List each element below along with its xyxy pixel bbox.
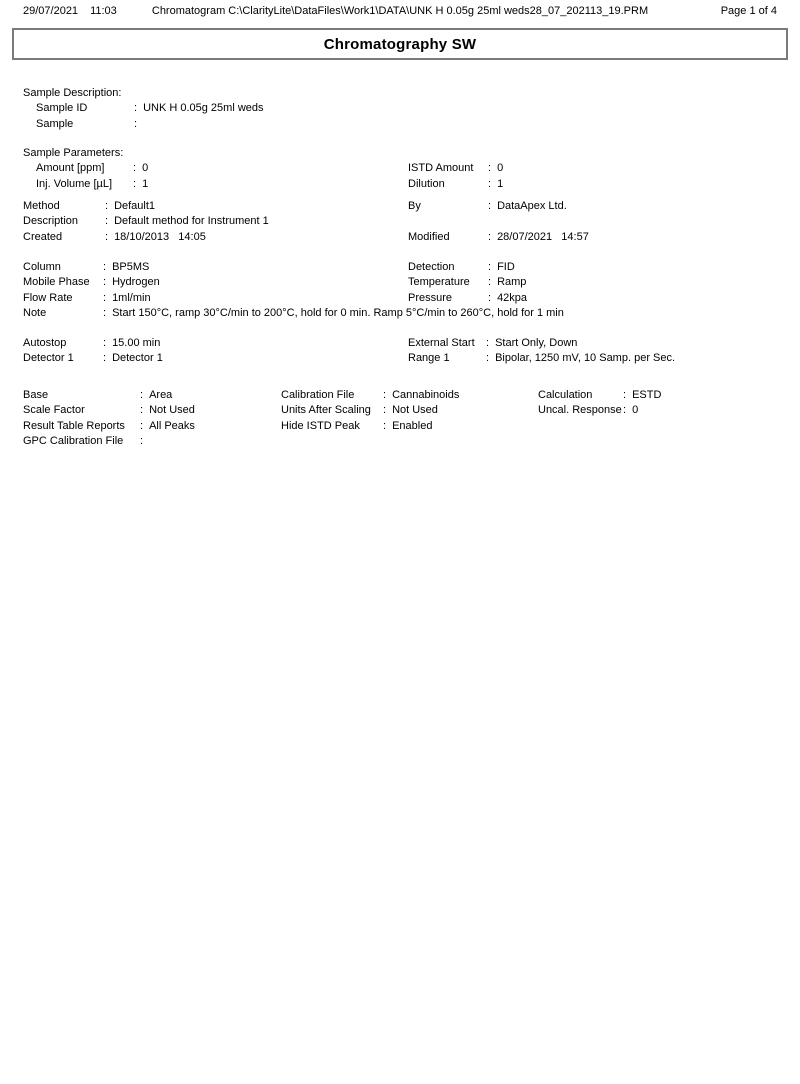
param-value: ESTD <box>632 389 662 401</box>
param-value: DataApex Ltd. <box>497 200 567 212</box>
param-value: BP5MS <box>112 261 150 273</box>
colon-separator: : <box>383 419 387 432</box>
colon-separator: : <box>103 307 107 320</box>
param-label: Column <box>23 261 61 273</box>
colon-separator: : <box>488 177 492 190</box>
param-row <box>23 214 269 229</box>
colon-separator: : <box>103 276 107 289</box>
header-page-number: Page 1 of 4 <box>720 5 777 17</box>
param-label: Result Table Reports <box>23 419 125 432</box>
colon-separator: : <box>105 200 109 212</box>
param-value: Not Used <box>392 404 438 417</box>
header-time: 11:03 <box>90 5 117 17</box>
param-row <box>23 230 269 245</box>
param-row <box>23 199 269 214</box>
colon-separator: : <box>488 261 492 273</box>
param-row <box>408 177 503 192</box>
param-row <box>23 434 195 449</box>
param-value: Default method for Instrument 1 <box>114 215 269 228</box>
param-row <box>36 177 148 192</box>
colon-separator: : <box>488 230 492 243</box>
param-value: 28/07/2021 14:57 <box>497 230 589 243</box>
param-value: 18/10/2013 14:05 <box>114 230 206 243</box>
column-right <box>408 260 527 306</box>
param-label: Detector 1 <box>23 352 74 365</box>
colon-separator: : <box>486 352 490 365</box>
param-label: Flow Rate <box>23 291 73 304</box>
param-row <box>23 336 163 351</box>
section-heading: Sample Parameters: <box>23 147 124 159</box>
param-row <box>281 419 459 434</box>
param-row <box>23 388 195 403</box>
evaluation-col1 <box>23 388 195 450</box>
param-label: Inj. Volume [µL] <box>36 177 113 190</box>
param-label: Detection <box>408 261 455 273</box>
param-value: 1 <box>142 177 149 190</box>
param-row <box>408 260 527 275</box>
colon-separator: : <box>140 389 144 401</box>
param-row <box>408 291 527 306</box>
param-value: UNK H 0.05g 25ml weds <box>143 102 264 115</box>
acquisition-right <box>408 336 675 367</box>
param-label: Dilution <box>408 177 445 190</box>
param-label: By <box>408 200 421 212</box>
sample-parameters-left <box>36 161 148 192</box>
header-datetime <box>23 5 117 17</box>
param-row <box>408 230 589 245</box>
param-label: Pressure <box>408 291 453 304</box>
param-label: Base <box>23 389 49 401</box>
section-sample-description <box>0 86 800 133</box>
colon-separator: : <box>623 404 627 417</box>
param-label: Range 1 <box>408 352 450 365</box>
colon-separator: : <box>103 261 107 273</box>
section-heading: Sample Description: <box>23 87 122 99</box>
param-value: 15.00 min <box>112 337 161 349</box>
param-value: Hydrogen <box>112 276 160 289</box>
param-row <box>408 351 675 366</box>
colon-separator: : <box>134 117 138 130</box>
param-value: FID <box>497 261 515 273</box>
param-value: Start Only, Down <box>495 337 578 349</box>
param-value: 0 <box>632 404 639 417</box>
param-row <box>408 275 527 290</box>
section-method <box>0 199 800 246</box>
method-right <box>408 199 589 245</box>
colon-separator: : <box>383 389 387 401</box>
param-row <box>23 403 195 418</box>
param-value: 0 <box>142 162 149 175</box>
param-value: Default1 <box>114 200 156 212</box>
colon-separator: : <box>488 276 492 289</box>
param-label: Amount [ppm] <box>36 162 105 175</box>
param-value: All Peaks <box>149 419 195 432</box>
colon-separator: : <box>486 337 490 349</box>
running-header <box>0 5 800 19</box>
param-value <box>143 434 149 449</box>
sample-description-rows <box>36 101 264 132</box>
param-label: Autostop <box>23 337 67 349</box>
colon-separator: : <box>488 162 492 175</box>
acquisition-left <box>23 336 163 367</box>
colon-separator: : <box>105 230 109 243</box>
sample-parameters-right <box>408 161 503 192</box>
param-row <box>408 199 589 214</box>
evaluation-col3 <box>538 388 661 419</box>
param-value: Enabled <box>392 419 433 432</box>
param-row <box>36 101 264 116</box>
param-row <box>408 161 503 176</box>
section-acquisition <box>0 336 800 368</box>
param-label: Sample <box>36 117 74 130</box>
param-label: Hide ISTD Peak <box>281 419 360 432</box>
param-value: 1 <box>497 177 504 190</box>
param-row <box>36 117 264 132</box>
colon-separator: : <box>488 200 492 212</box>
param-row <box>36 161 148 176</box>
param-label: Calibration File <box>281 389 355 401</box>
colon-separator: : <box>133 177 137 190</box>
param-row <box>281 388 459 403</box>
param-value: 42kpa <box>497 291 528 304</box>
param-label: Units After Scaling <box>281 404 371 417</box>
param-label: Sample ID <box>36 102 88 115</box>
param-label: Created <box>23 230 63 243</box>
param-row <box>538 388 661 403</box>
param-value: 1ml/min <box>112 291 151 304</box>
param-label: Modified <box>408 230 450 243</box>
param-value: Detector 1 <box>112 352 163 365</box>
param-value <box>137 117 143 132</box>
colon-separator: : <box>103 337 107 349</box>
colon-separator: : <box>383 404 387 417</box>
title-box <box>12 28 788 60</box>
section-column <box>0 260 800 322</box>
param-label: GPC Calibration File <box>23 435 124 448</box>
colon-separator: : <box>140 404 144 417</box>
colon-separator: : <box>103 291 107 304</box>
param-value: Ramp <box>497 276 527 289</box>
param-label: Temperature <box>408 276 470 289</box>
header-date: 29/07/2021 <box>23 5 79 17</box>
param-row <box>23 419 195 434</box>
colon-separator: : <box>140 435 144 448</box>
param-row <box>408 336 675 351</box>
param-row <box>538 403 661 418</box>
param-label: Scale Factor <box>23 404 85 417</box>
colon-separator: : <box>103 352 107 365</box>
colon-separator: : <box>105 215 109 228</box>
method-left <box>23 199 269 245</box>
section-evaluation <box>0 388 800 450</box>
param-row <box>23 351 163 366</box>
param-value: Cannabinoids <box>392 389 460 401</box>
colon-separator: : <box>134 102 138 115</box>
param-value: 0 <box>497 162 504 175</box>
param-label: External Start <box>408 337 475 349</box>
colon-separator: : <box>133 162 137 175</box>
param-value: Bipolar, 1250 mV, 10 Samp. per Sec. <box>495 352 676 365</box>
param-label: Description <box>23 215 79 228</box>
header-document-path: Chromatogram C:\ClarityLite\DataFiles\Work1\DATA\UNK H 0.05g 25ml weds28_07_202113_19.PRM <box>151 5 649 17</box>
colon-separator: : <box>623 389 627 401</box>
param-value: Start 150°C, ramp 30°C/min to 200°C, hold for 0 min. Ramp 5°C/min to 260°C, hold for 1 min <box>112 307 564 320</box>
param-label: Calculation <box>538 389 593 401</box>
evaluation-col2 <box>281 388 459 434</box>
param-label: Method <box>23 200 60 212</box>
param-label: Uncal. Response <box>538 404 622 417</box>
colon-separator: : <box>140 419 144 432</box>
param-value: Area <box>149 389 173 401</box>
param-label: ISTD Amount <box>408 162 474 175</box>
param-row <box>281 403 459 418</box>
report-title: Chromatography SW <box>323 35 477 53</box>
param-row <box>23 306 564 321</box>
param-label: Mobile Phase <box>23 276 90 289</box>
colon-separator: : <box>488 291 492 304</box>
section-sample-parameters <box>0 146 800 193</box>
param-label: Note <box>23 307 47 320</box>
param-value: Not Used <box>149 404 195 417</box>
